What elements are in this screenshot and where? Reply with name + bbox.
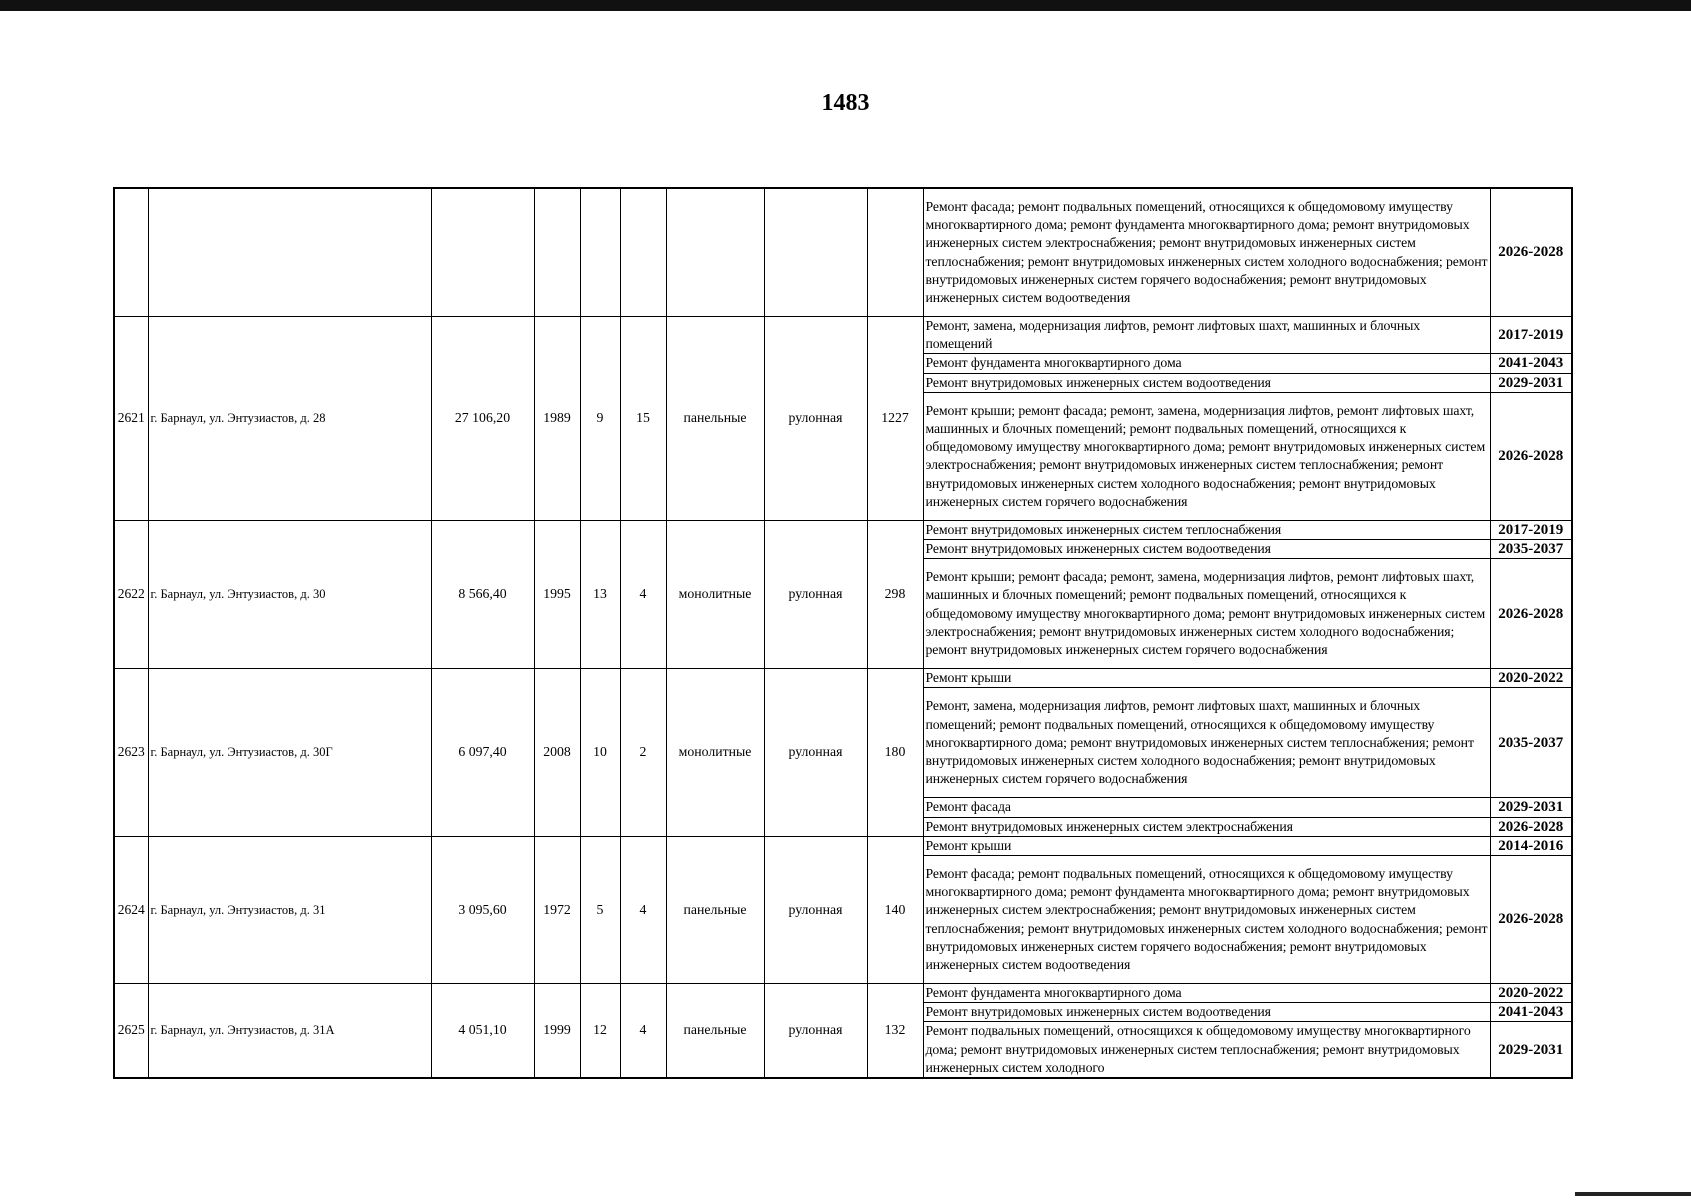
cell-area — [431, 188, 534, 317]
table-row — [114, 188, 1572, 317]
cell-id: 2625 — [114, 984, 148, 1079]
cell-id: 2623 — [114, 669, 148, 837]
cell-residents: 1227 — [867, 317, 923, 521]
cell-roof: рулонная — [764, 520, 867, 668]
table-row — [114, 317, 1572, 354]
cell-year: 1989 — [534, 317, 580, 521]
work-period: 2020-2022 — [1490, 669, 1572, 688]
cell-residents: 298 — [867, 520, 923, 668]
work-period: 2029-2031 — [1490, 798, 1572, 817]
work-period: 2029-2031 — [1490, 373, 1572, 392]
work-description: Ремонт внутридомовых инженерных систем водоотведения — [923, 1003, 1490, 1022]
cell-walls: панельные — [666, 984, 764, 1079]
cell-roof: рулонная — [764, 984, 867, 1079]
cell-year — [534, 188, 580, 317]
cell-id — [114, 188, 148, 317]
cell-address — [148, 188, 431, 317]
page-number: 1483 — [821, 90, 870, 116]
cell-year: 1999 — [534, 984, 580, 1079]
work-period: 2035-2037 — [1490, 540, 1572, 559]
cell-entrances: 4 — [620, 520, 666, 668]
work-period: 2014-2016 — [1490, 836, 1572, 855]
cell-floors: 10 — [580, 669, 620, 837]
cell-area: 4 051,10 — [431, 984, 534, 1079]
cell-entrances: 4 — [620, 984, 666, 1079]
cell-area: 3 095,60 — [431, 836, 534, 983]
work-period: 2041-2043 — [1490, 1003, 1572, 1022]
cell-entrances: 15 — [620, 317, 666, 521]
cell-walls: панельные — [666, 836, 764, 983]
cell-walls — [666, 188, 764, 317]
cell-year: 1972 — [534, 836, 580, 983]
repair-schedule-table — [113, 187, 1573, 1079]
cell-roof — [764, 188, 867, 317]
cell-walls: монолитные — [666, 669, 764, 837]
cell-residents — [867, 188, 923, 317]
work-period: 2017-2019 — [1490, 317, 1572, 354]
cell-entrances: 2 — [620, 669, 666, 837]
work-period: 2026-2028 — [1490, 559, 1572, 669]
work-description: Ремонт внутридомовых инженерных систем электроснабжения — [923, 817, 1490, 836]
table-row — [114, 669, 1572, 688]
work-period: 2026-2028 — [1490, 856, 1572, 984]
work-description: Ремонт крыши; ремонт фасада; ремонт, замена, модернизация лифтов, ремонт лифтовых шахт, машинных и блочных помещений; ремонт подвальных помещений, относящихся к общедомовому имуществу многоквартирного дома; ремонт внутридомовых инженерных систем электроснабжения; ремонт внутридомовых инженерных систем теплоснабжения; ремонт внутридомовых инженерных систем холодного водоснабжения; ремонт внутридомовых инженерных систем горячего водоснабжения — [923, 392, 1490, 520]
work-description: Ремонт фасада; ремонт подвальных помещений, относящихся к общедомовому имуществу многоквартирного дома; ремонт фундамента многоквартирного дома; ремонт внутридомовых инженерных систем электроснабжения; ремонт внутридомовых инженерных систем теплоснабжения; ремонт внутридомовых инженерных систем холодного водоснабжения; ремонт внутридомовых инженерных систем горячего водоснабжения; ремонт внутридомовых инженерных систем водоотведения — [923, 856, 1490, 984]
work-description: Ремонт подвальных помещений, относящихся к общедомовому имуществу многоквартирного дома; ремонт внутридомовых инженерных систем теплоснабжения; ремонт внутридомовых инженерных систем холодного — [923, 1022, 1490, 1078]
work-description: Ремонт крыши — [923, 669, 1490, 688]
work-description: Ремонт внутридомовых инженерных систем теплоснабжения — [923, 520, 1490, 539]
cell-area: 8 566,40 — [431, 520, 534, 668]
cell-address: г. Барнаул, ул. Энтузиастов, д. 28 — [148, 317, 431, 521]
cell-roof: рулонная — [764, 317, 867, 521]
cell-floors: 12 — [580, 984, 620, 1079]
cell-area: 27 106,20 — [431, 317, 534, 521]
work-period: 2020-2022 — [1490, 984, 1572, 1003]
work-period: 2041-2043 — [1490, 354, 1572, 373]
work-period: 2017-2019 — [1490, 520, 1572, 539]
work-description: Ремонт фасада; ремонт подвальных помещений, относящихся к общедомовому имуществу многоквартирного дома; ремонт фундамента многоквартирного дома; ремонт внутридомовых инженерных систем электроснабжения; ремонт внутридомовых инженерных систем теплоснабжения; ремонт внутридомовых инженерных систем холодного водоснабжения; ремонт внутридомовых инженерных систем горячего водоснабжения; ремонт внутридомовых инженерных систем водоотведения — [923, 188, 1490, 317]
work-period: 2029-2031 — [1490, 1022, 1572, 1078]
cell-address: г. Барнаул, ул. Энтузиастов, д. 30 — [148, 520, 431, 668]
cell-roof: рулонная — [764, 669, 867, 837]
work-description: Ремонт, замена, модернизация лифтов, ремонт лифтовых шахт, машинных и блочных помещений; ремонт подвальных помещений, относящихся к общедомовому имуществу многоквартирного дома; ремонт внутридомовых инженерных систем теплоснабжения; ремонт внутридомовых инженерных систем холодного водоснабжения; ремонт внутридомовых инженерных систем горячего водоснабжения — [923, 688, 1490, 798]
work-period: 2026-2028 — [1490, 188, 1572, 317]
work-description: Ремонт внутридомовых инженерных систем водоотведения — [923, 373, 1490, 392]
cell-floors: 13 — [580, 520, 620, 668]
work-description: Ремонт фундамента многоквартирного дома — [923, 984, 1490, 1003]
cell-residents: 180 — [867, 669, 923, 837]
cell-entrances — [620, 188, 666, 317]
cell-id: 2621 — [114, 317, 148, 521]
top-border-bar — [0, 0, 1691, 11]
work-period: 2035-2037 — [1490, 688, 1572, 798]
bottom-edge-line — [1575, 1192, 1691, 1196]
work-description: Ремонт фундамента многоквартирного дома — [923, 354, 1490, 373]
cell-walls: монолитные — [666, 520, 764, 668]
cell-address: г. Барнаул, ул. Энтузиастов, д. 31А — [148, 984, 431, 1079]
cell-address: г. Барнаул, ул. Энтузиастов, д. 30Г — [148, 669, 431, 837]
cell-floors — [580, 188, 620, 317]
work-description: Ремонт крыши; ремонт фасада; ремонт, замена, модернизация лифтов, ремонт лифтовых шахт, машинных и блочных помещений; ремонт подвальных помещений, относящихся к общедомовому имуществу многоквартирного дома; ремонт внутридомовых инженерных систем электроснабжения; ремонт внутридомовых инженерных систем холодного водоснабжения; ремонт внутридомовых инженерных систем горячего водоснабжения — [923, 559, 1490, 669]
cell-walls: панельные — [666, 317, 764, 521]
work-period: 2026-2028 — [1490, 817, 1572, 836]
table-row — [114, 836, 1572, 855]
table-row — [114, 520, 1572, 539]
work-description: Ремонт фасада — [923, 798, 1490, 817]
cell-area: 6 097,40 — [431, 669, 534, 837]
cell-id: 2624 — [114, 836, 148, 983]
cell-floors: 9 — [580, 317, 620, 521]
cell-floors: 5 — [580, 836, 620, 983]
cell-year: 1995 — [534, 520, 580, 668]
work-description: Ремонт, замена, модернизация лифтов, ремонт лифтовых шахт, машинных и блочных помещений — [923, 317, 1490, 354]
work-period: 2026-2028 — [1490, 392, 1572, 520]
work-description: Ремонт внутридомовых инженерных систем водоотведения — [923, 540, 1490, 559]
table-row — [114, 984, 1572, 1003]
cell-entrances: 4 — [620, 836, 666, 983]
cell-residents: 140 — [867, 836, 923, 983]
work-description: Ремонт крыши — [923, 836, 1490, 855]
cell-address: г. Барнаул, ул. Энтузиастов, д. 31 — [148, 836, 431, 983]
cell-roof: рулонная — [764, 836, 867, 983]
cell-residents: 132 — [867, 984, 923, 1079]
cell-year: 2008 — [534, 669, 580, 837]
cell-id: 2622 — [114, 520, 148, 668]
